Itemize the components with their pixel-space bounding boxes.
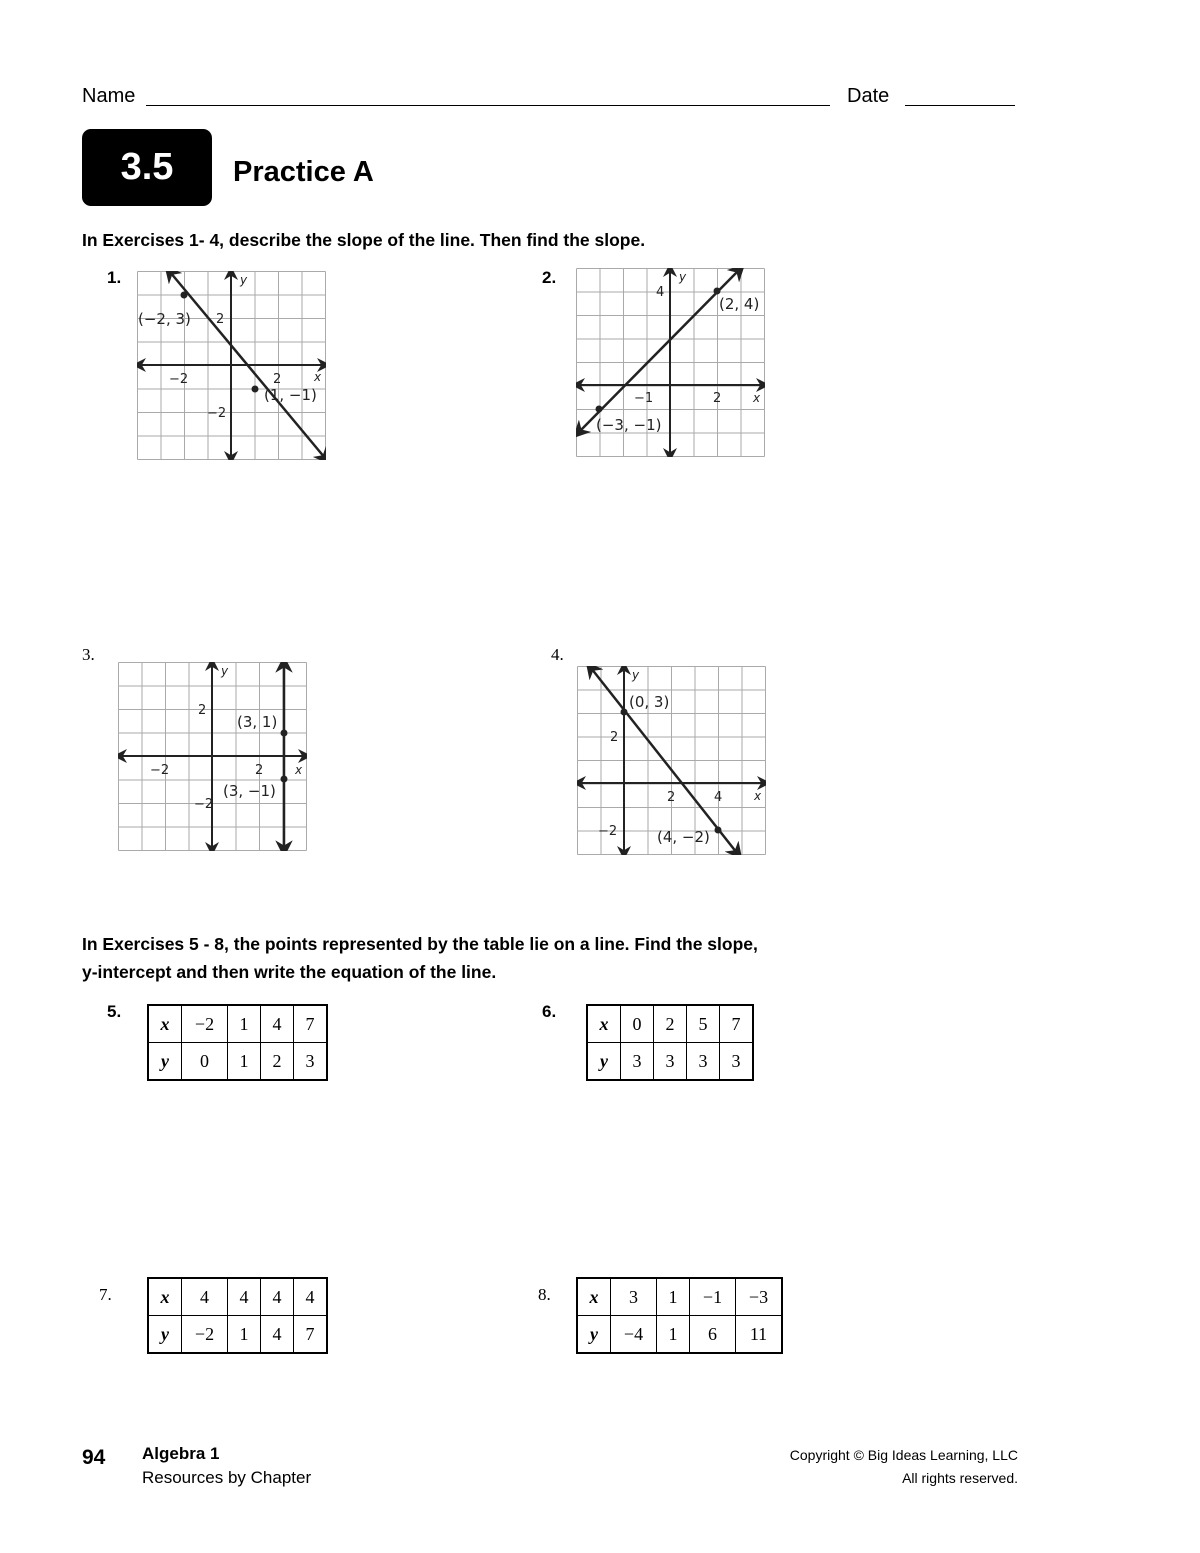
table-cell: 4 [261,1316,294,1354]
point-marker [621,709,628,716]
table-cell: 4 [182,1278,228,1316]
y-axis-label: y [240,273,248,287]
table-header-y: y [587,1043,621,1081]
point-marker [281,776,288,783]
graph-exercise-4 [577,666,766,855]
tick-label: 4 [656,285,665,300]
exercise-number-2: 2. [542,268,557,287]
point-marker [715,827,722,834]
table-cell: 3 [294,1043,328,1081]
table-header-y: y [148,1043,182,1081]
x-axis-label: x [754,789,762,803]
instructions-exercises-1-4: In Exercises 1- 4, describe the slope of the line. Then find the slope. [82,230,646,250]
table-row-x [148,1278,327,1316]
tick-label: −2 [598,824,618,839]
book-title: Algebra 1 [142,1444,220,1463]
instructions-line-2: y-intercept and then write the equation of the line. [82,962,497,982]
table-cell: 3 [621,1043,654,1081]
table-cell: −4 [611,1316,657,1354]
instructions-line-1: In Exercises 5 - 8, the points represented by the table lie on a line. Find the slope, [82,934,758,954]
point-label: (2, 4) [719,295,760,313]
point-label: (−3, −1) [596,416,662,434]
table-cell: 0 [182,1043,228,1081]
graph-exercise-3 [118,662,307,851]
table-cell: 5 [687,1005,720,1043]
table-cell: 7 [294,1005,328,1043]
date-field-line[interactable] [905,105,1015,106]
point-label: (1, −1) [264,386,317,404]
tick-label: 2 [198,703,207,718]
tick-label: −2 [169,372,189,387]
point-marker [181,292,188,299]
point-label: (4, −2) [657,828,710,846]
page-title: Practice A [233,156,374,188]
exercise-number-6: 6. [542,1002,557,1021]
section-number-badge: 3.5 [82,129,212,206]
name-field-line[interactable] [146,105,830,106]
point-marker [596,406,603,413]
exercise-number-5: 5. [107,1002,122,1021]
rights-notice: All rights reserved. [902,1470,1018,1486]
table-cell: 2 [654,1005,687,1043]
table-row-x [577,1278,782,1316]
xy-table-7 [147,1277,328,1354]
instructions-exercises-5-8 [82,930,758,986]
date-label: Date [847,85,890,107]
y-axis-label: y [679,270,687,284]
table-header-x: x [587,1005,621,1043]
book-subtitle: Resources by Chapter [142,1468,312,1487]
table-cell: −2 [182,1005,228,1043]
x-axis-label: x [753,391,761,405]
tick-label: 2 [713,391,722,406]
table-cell: 4 [228,1278,261,1316]
table-cell: 0 [621,1005,654,1043]
point-marker [252,386,259,393]
table-cell: 1 [228,1043,261,1081]
y-axis-label: y [221,664,229,678]
table-cell: 7 [720,1005,754,1043]
tick-label: 2 [255,763,264,778]
point-label: (3, 1) [237,713,278,731]
table-cell: −3 [736,1278,783,1316]
point-marker [281,730,288,737]
table-header-y: y [577,1316,611,1354]
table-header-y: y [148,1316,182,1354]
xy-table-5 [147,1004,328,1081]
tick-label: 2 [273,372,282,387]
tick-label: −2 [150,763,170,778]
xy-table-8 [576,1277,783,1354]
tick-label: −1 [634,391,654,406]
exercise-number-4: 4. [551,645,564,664]
table-row-y [148,1043,327,1081]
table-cell: 3 [720,1043,754,1081]
point-label: (3, −1) [223,782,276,800]
table-cell: 7 [294,1316,328,1354]
table-cell: 3 [687,1043,720,1081]
table-cell: 4 [261,1278,294,1316]
table-cell: −2 [182,1316,228,1354]
table-cell: 6 [690,1316,736,1354]
table-row-x [587,1005,753,1043]
x-axis-label: x [295,763,303,777]
table-cell: 1 [228,1316,261,1354]
graph-exercise-1 [137,271,326,460]
exercise-number-7: 7. [99,1285,112,1304]
name-label: Name [82,85,136,107]
tick-label: 4 [714,790,723,805]
table-cell: 2 [261,1043,294,1081]
exercise-number-3: 3. [82,645,95,664]
table-header-x: x [148,1278,182,1316]
table-cell: 4 [261,1005,294,1043]
tick-label: 2 [216,312,225,327]
table-header-x: x [577,1278,611,1316]
table-cell: 1 [228,1005,261,1043]
tick-label: −2 [207,406,227,421]
table-cell: 11 [736,1316,783,1354]
exercise-number-1: 1. [107,268,122,287]
table-cell: 4 [294,1278,328,1316]
tick-label: 2 [610,730,619,745]
table-cell: 1 [657,1316,690,1354]
copyright-notice: Copyright © Big Ideas Learning, LLC [789,1447,1018,1463]
page-number: 94 [82,1446,106,1469]
table-row-y [587,1043,753,1081]
y-axis-label: y [632,668,640,682]
graph-exercise-2 [576,268,765,457]
table-header-x: x [148,1005,182,1043]
table-cell: 1 [657,1278,690,1316]
table-cell: 3 [654,1043,687,1081]
exercise-number-8: 8. [538,1285,551,1304]
tick-label: 2 [667,790,676,805]
xy-table-6 [586,1004,754,1081]
table-cell: 3 [611,1278,657,1316]
table-row-y [148,1316,327,1354]
x-axis-label: x [314,370,322,384]
point-label: (0, 3) [629,693,670,711]
point-marker [714,288,721,295]
table-row-y [577,1316,782,1354]
table-row-x [148,1005,327,1043]
table-cell: −1 [690,1278,736,1316]
point-label: (−2, 3) [138,310,191,328]
tick-label: −2 [194,797,214,812]
